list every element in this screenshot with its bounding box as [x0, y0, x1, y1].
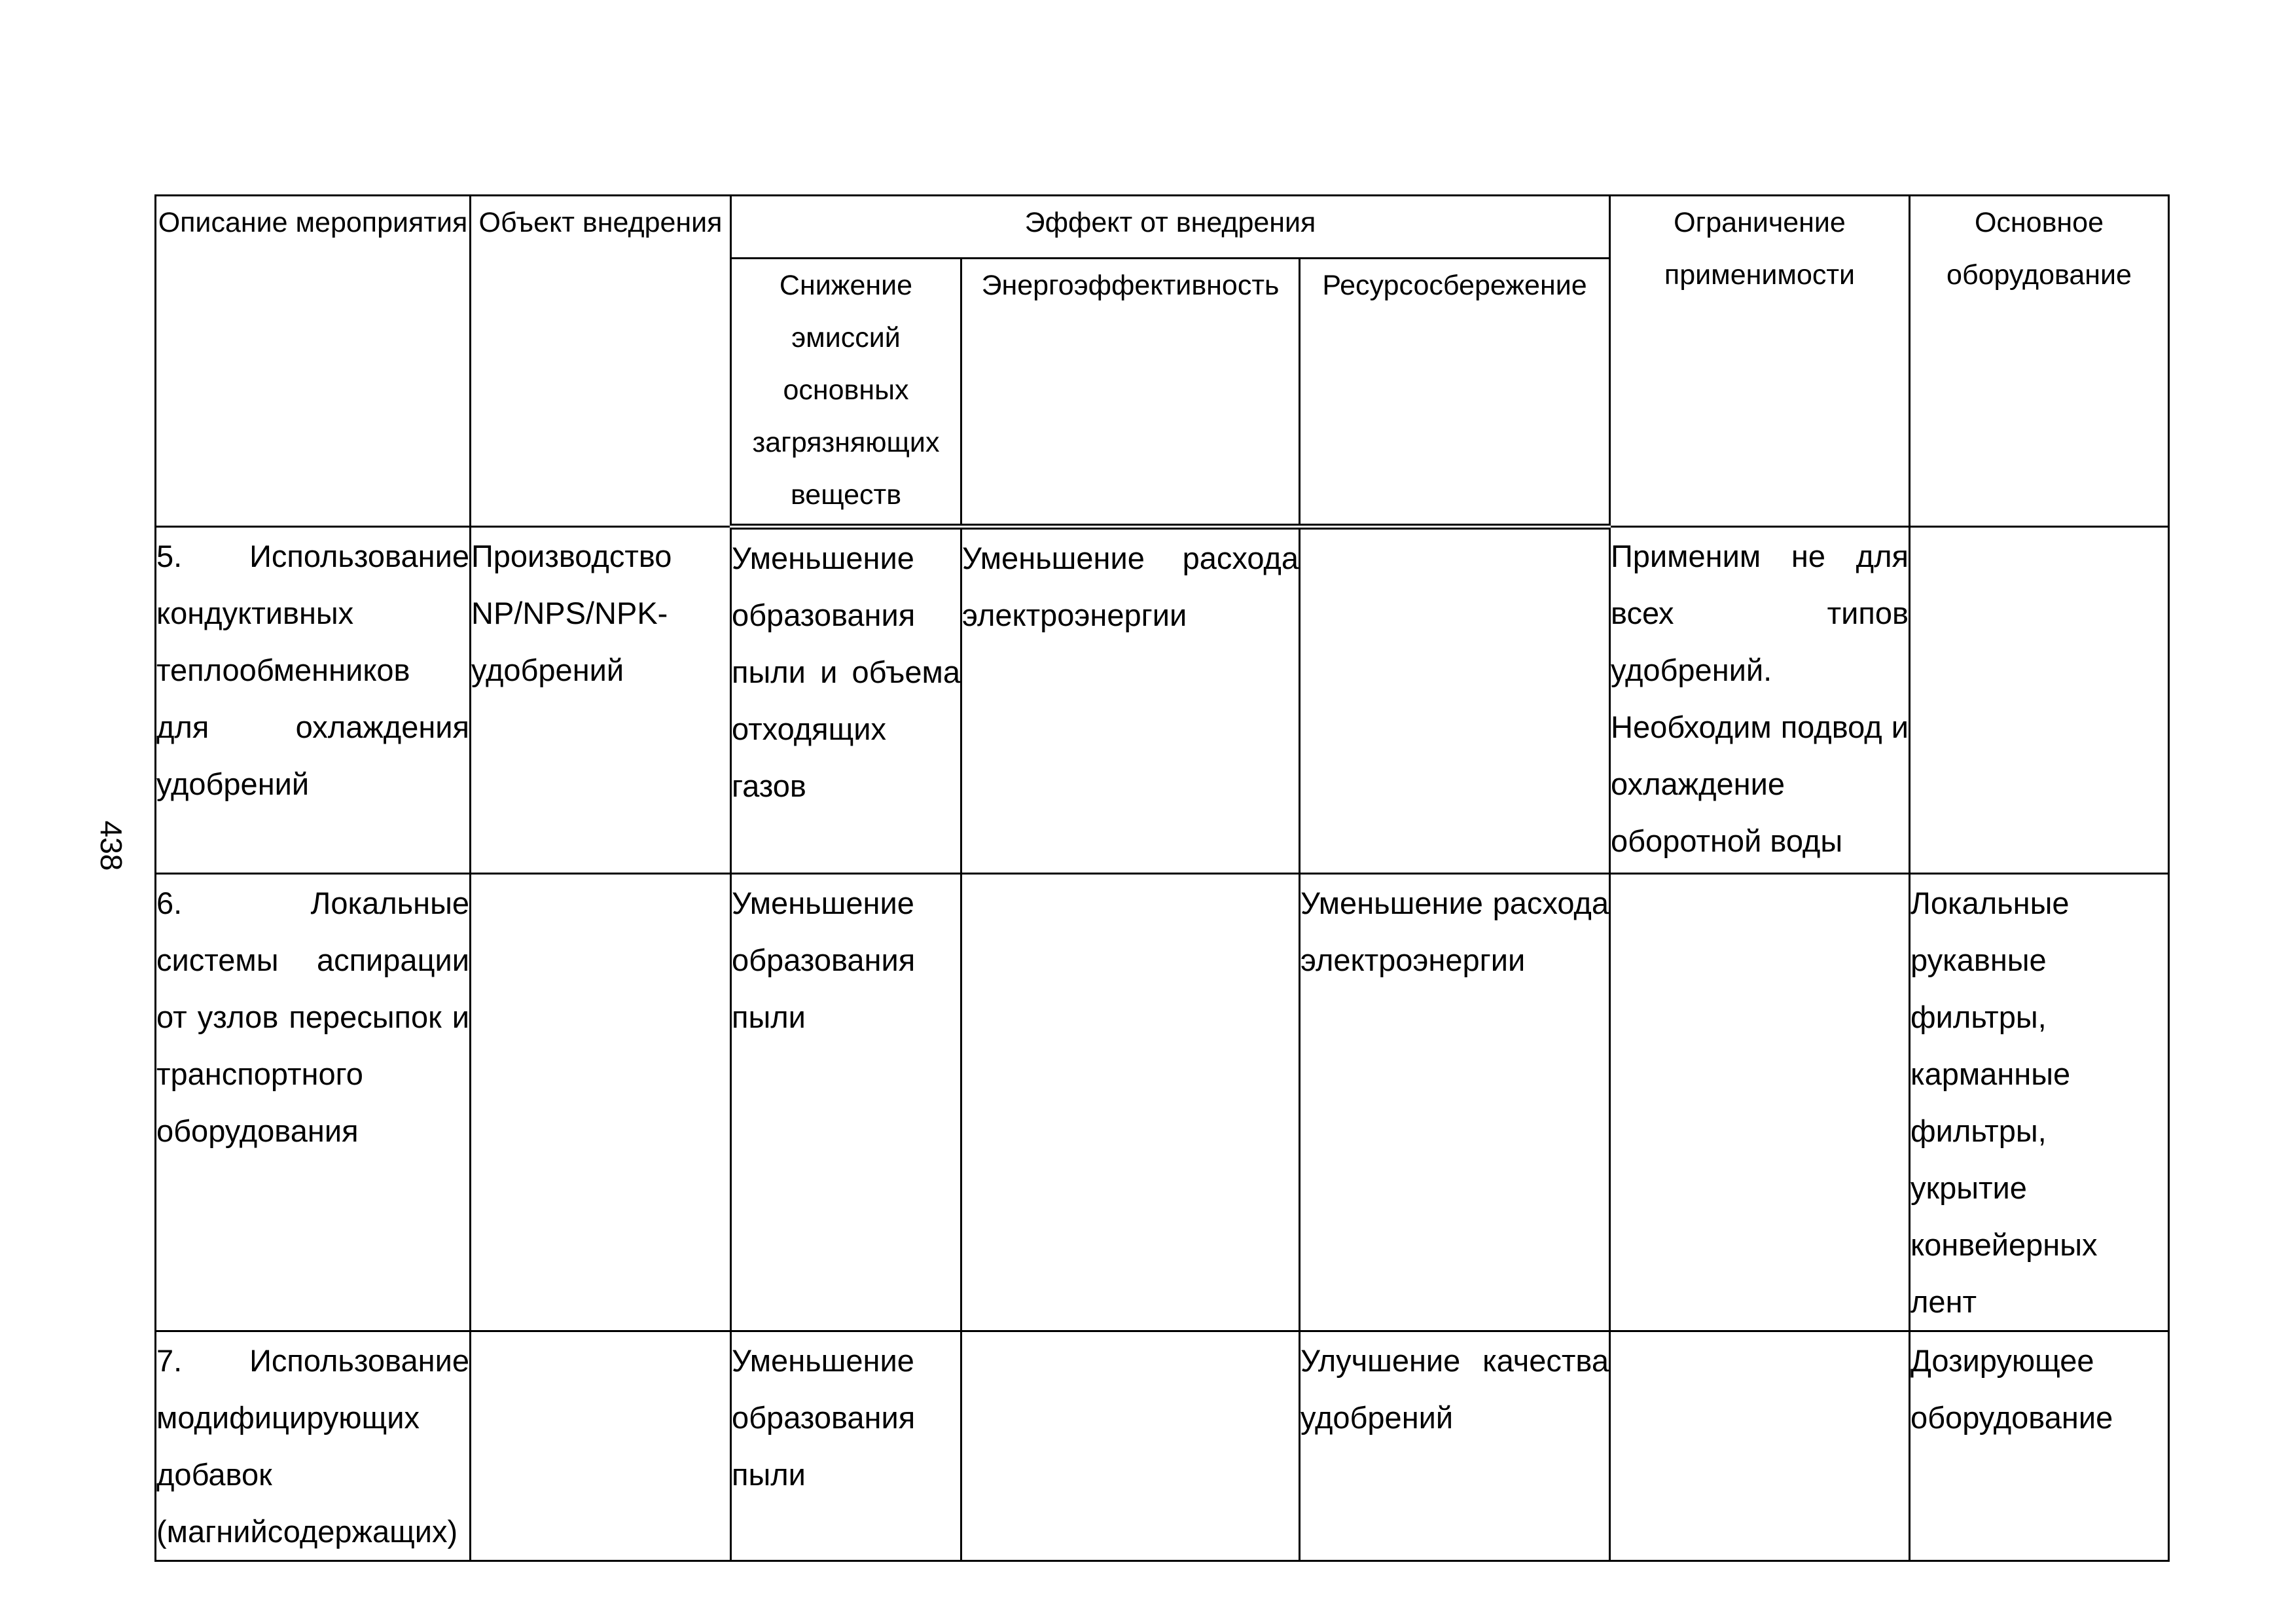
cell-object	[471, 874, 731, 1331]
table-row	[156, 874, 2169, 1331]
cell-description: 5. Использование кондуктивных теплообменников для охлаждения удобрений	[156, 527, 471, 874]
cell-equipment	[1910, 527, 2169, 874]
header-energy: Энергоэффективность	[961, 259, 1300, 527]
header-row-top	[156, 196, 2169, 259]
table-row	[156, 1331, 2169, 1561]
cell-energy	[961, 1331, 1300, 1561]
header-limitations: Ограничение применимости	[1610, 196, 1910, 527]
cell-energy	[961, 874, 1300, 1331]
cell-resource	[1300, 527, 1610, 874]
cell-emissions: Уменьшение образования пыли и объема отходящих газов	[731, 527, 961, 874]
measures-table	[154, 194, 2170, 1562]
cell-limitations	[1610, 1331, 1910, 1561]
header-object: Объект внедрения	[471, 196, 731, 527]
cell-equipment: Дозирующее оборудование	[1910, 1331, 2169, 1561]
header-emissions: Снижение эмиссий основных загрязняющих веществ	[731, 259, 961, 527]
cell-description: 7. Использование модифицирующих добавок (магнийсодержащих)	[156, 1331, 471, 1561]
header-effect-group: Эффект от внедрения	[731, 196, 1610, 259]
cell-object: Производство NP/NPS/NPK-удобрений	[471, 527, 731, 874]
header-resource: Ресурсосбережение	[1300, 259, 1610, 527]
cell-limitations: Применим не для всех типов удобрений. Необходим подвод и охлаждение оборотной воды	[1610, 527, 1910, 874]
cell-emissions: Уменьшение образования пыли	[731, 874, 961, 1331]
cell-description: 6. Локальные системы аспирации от узлов пересыпок и транспортного оборудования	[156, 874, 471, 1331]
header-equipment: Основное оборудование	[1910, 196, 2169, 527]
cell-object	[471, 1331, 731, 1561]
cell-resource: Уменьшение расхода электроэнергии	[1300, 874, 1610, 1331]
cell-equipment: Локальные рукавные фильтры, карманные фильтры, укрытие конвейерных лент	[1910, 874, 2169, 1331]
table-row	[156, 527, 2169, 874]
cell-resource: Улучшение качества удобрений	[1300, 1331, 1610, 1561]
cell-emissions: Уменьшение образования пыли	[731, 1331, 961, 1561]
cell-limitations	[1610, 874, 1910, 1331]
page-number: 438	[94, 820, 128, 871]
cell-energy: Уменьшение расхода электроэнергии	[961, 527, 1300, 874]
header-description: Описание мероприятия	[156, 196, 471, 527]
